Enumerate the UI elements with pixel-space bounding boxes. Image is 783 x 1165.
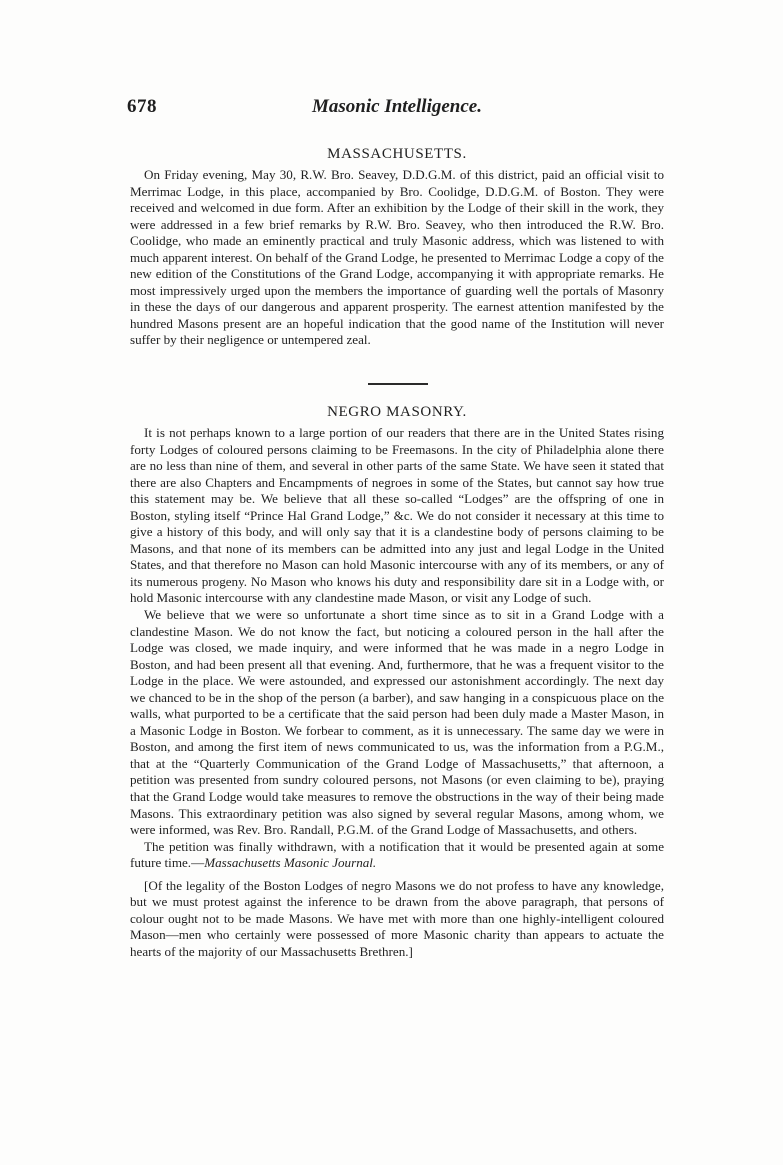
article-paragraph: It is not perhaps known to a large portion of our readers that there are in the United States rising forty Lodges of coloured persons claiming to be Freemasons. In the city of Philadelphia alone there are no less than nine of them, and several in other parts of the same State. We have seen it stated that there are also Chapters and Encampments of negroes in some of the States, but cannot say how true this statement may be. We believe that all these so-called “Lodges” are the offspring of one in Boston, styling itself “Prince Hal Grand Lodge,” &c. We do not consider it necessary at this time to give a history of this body, and will only say that it is a clandestine body of persons claiming to be Masons, and that none of its members can be admitted into any just and legal Lodge in the United States, and that therefore no Mason can hold Masonic intercourse with any of its members, or any of its numerous progeny. No Mason who knows his duty and responsibility dare sit in a Lodge with, or hold Masonic intercourse with any clandestine made Mason, or visit any Lodge of such. bbox=[130, 425, 664, 606]
article-paragraph: On Friday evening, May 30, R.W. Bro. Seavey, D.D.G.M. of this district, paid an official visit to Merrimac Lodge, in this place, accompanied by Bro. Coolidge, D.D.G.M. of Boston. They were received and welcomed in due form. After an exhibition by the Lodge of their skill in the work, they were addressed in a few brief remarks by R.W. Bro. Seavey, who then introduced the R.W. Bro. Coolidge, who made an eminently practical and truly Masonic address, which was listened to with much apparent interest. On behalf of the Grand Lodge, he presented to Merrimac Lodge a copy of the new edition of the Constitutions of the Grand Lodge, accompanying it with appropriate remarks. He most impressively urged upon the members the importance of guarding well the portals of Masonry in these the days of our dangerous and apparent prosperity. The earnest attention manifested by the hundred Masons present are an hopeful indication that the good name of the Institution will never suffer by their negligence or untempered zeal. bbox=[130, 167, 664, 348]
paragraph-text: The petition was finally withdrawn, with a notification that it would be presented again at some future time.— bbox=[130, 838, 664, 871]
article-title: MASSACHUSETTS. bbox=[327, 146, 467, 162]
article-title: NEGRO MASONRY. bbox=[327, 404, 467, 420]
running-head bbox=[127, 96, 667, 120]
editorial-note: [Of the legality of the Boston Lodges of negro Masons we do not profess to have any knowledge, but we must protest against the inference to be drawn from the above paragraph, that persons of colour ought not to be made Masons. We have met with more than one highly-intelligent coloured Mason—men who certainly were possessed of more Masonic charity than appears to actuate the hearts of the majority of our Massachusetts Brethren.] bbox=[130, 877, 664, 959]
article-massachusetts bbox=[130, 146, 664, 349]
page-number: 678 bbox=[127, 96, 157, 117]
source-citation: Massachusetts Masonic Journal. bbox=[204, 855, 377, 871]
article-negro-masonry bbox=[130, 404, 664, 961]
journal-title: Masonic Intelligence. bbox=[312, 96, 482, 117]
article-paragraph: We believe that we were so unfortunate a short time since as to sit in a Grand Lodge with a clandestine Mason. We do not know the fact, but noticing a coloured person in the hall after the Lodge was closed, we made inquiry, and were informed that he was made in a negro Lodge in Boston, and had been present all that evening. And, furthermore, that he was a frequent visitor to the Lodge in the place. We were astounded, and expressed our astonishment accordingly. The next day we chanced to be in the shop of the person (a barber), and saw hanging in a conspicuous place on the walls, what purported to be a certificate that the said person had been duly made a Master Mason, in a Masonic Lodge in Boston. We forbear to comment, as it is unnecessary. The same day we were in Boston, and among the first item of news communicated to us, was the information from a P.G.M., that at the “Quarterly Communication of the Grand Lodge of Massachusetts,” that afternoon, a petition was presented from sundry coloured persons, not Masons (or even claiming to be), praying that the Grand Lodge would take measures to remove the obstructions in the way of their being made Masons. This extraordinary petition was also signed by several regular Masons, among whom, we were informed, was Rev. Bro. Randall, P.G.M. of the Grand Lodge of Massachusetts, and others. bbox=[130, 607, 664, 838]
article-paragraph-with-citation bbox=[130, 839, 664, 872]
section-divider bbox=[368, 383, 428, 385]
